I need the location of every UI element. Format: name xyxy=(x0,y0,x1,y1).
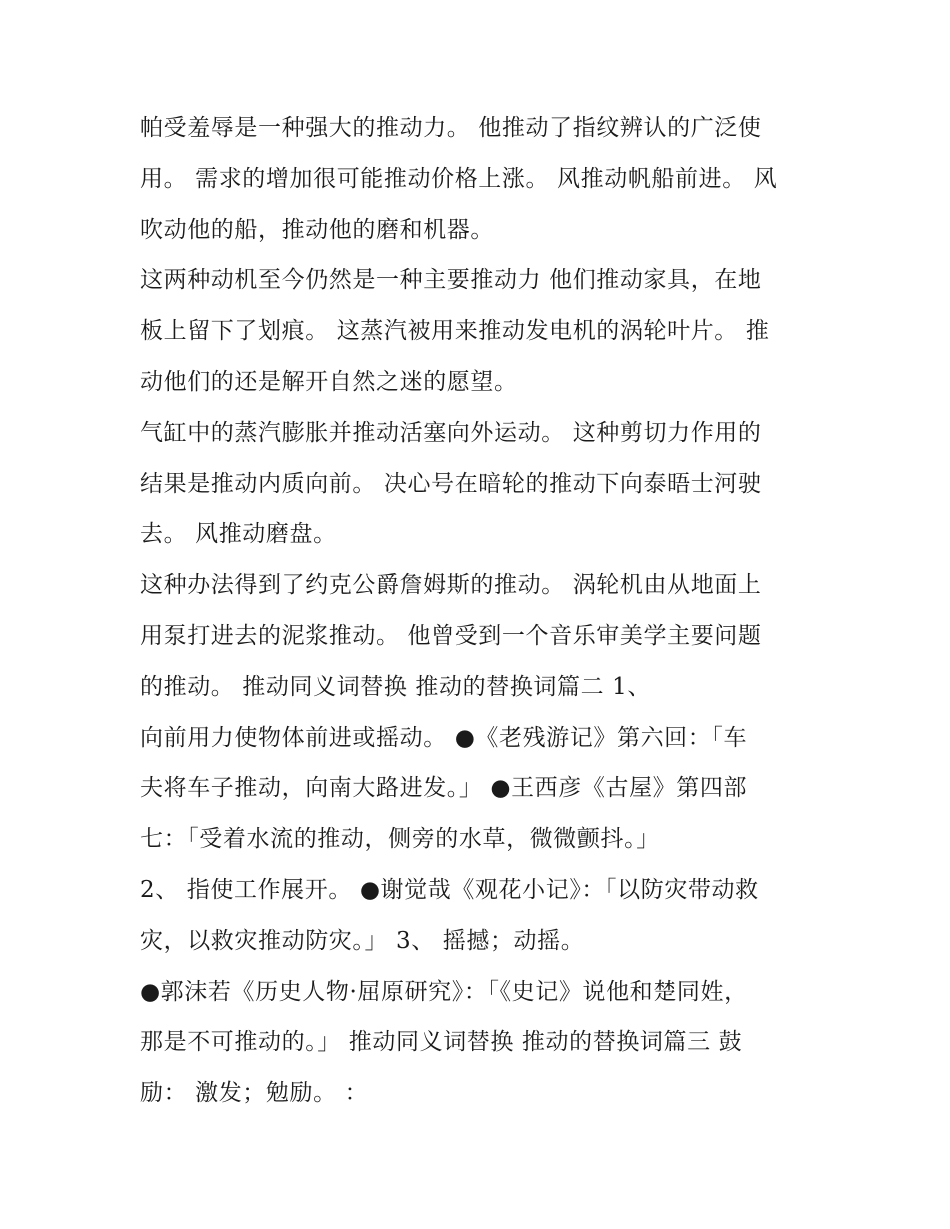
text-line: 七：「受着水流的推动，侧旁的水草，微微颤抖。」 xyxy=(140,826,660,853)
text-line: 这种办法得到了约克公爵詹姆斯的推动。 涡轮机由从地面上 xyxy=(140,572,762,599)
text-line: 灾，以救灾推动防灾。」 3、 摇撼；动摇。 xyxy=(140,927,585,954)
text-line: ●郭沫若《历史人物·屈原研究》：「《史记》说他和楚同姓， xyxy=(140,978,748,1005)
text-line: 夫将车子推动，向南大路进发。」 ●王西彦《古屋》第四部 xyxy=(140,775,748,802)
text-line: 动他们的还是解开自然之迷的愿望。 xyxy=(140,368,518,395)
text-line: 励： 激发；勉励。 ： xyxy=(140,1080,369,1107)
document-body xyxy=(140,103,820,1119)
text-line: 气缸中的蒸汽膨胀并推动活塞向外运动。 这种剪切力作用的 xyxy=(140,419,762,446)
text-line: 那是不可推动的。」 推动同义词替换 推动的替换词篇三 鼓 xyxy=(140,1029,743,1056)
text-line: 结果是推动内质向前。 决心号在暗轮的推动下向泰晤士河驶 xyxy=(140,470,762,497)
text-line: 帕受羞辱是一种强大的推动力。 他推动了指纹辨认的广泛使 xyxy=(140,115,762,141)
text-line: 用。 需求的增加很可能推动价格上涨。 风推动帆船前进。 风 xyxy=(140,165,778,192)
text-line: 吹动他的船，推动他的磨和机器。 xyxy=(140,216,494,243)
text-line: 2、 指使工作展开。 ●谢觉哉《观花小记》：「以防灾带动救 xyxy=(140,876,759,903)
text-line: 的推动。 推动同义词替换 推动的替换词篇二 1、 xyxy=(140,673,651,700)
text-line: 向前用力使物体前进或摇动。 ●《老残游记》第六回：「车 xyxy=(140,724,748,751)
text-line: 用泵打进去的泥浆推动。 他曾受到一个音乐审美学主要问题 xyxy=(140,622,762,649)
text-line: 去。 风推动磨盘。 xyxy=(140,521,337,548)
text-line: 这两种动机至今仍然是一种主要推动力 他们推动家具，在地 xyxy=(140,267,762,294)
text-line: 板上留下了划痕。 这蒸汽被用来推动发电机的涡轮叶片。 推 xyxy=(140,318,770,345)
